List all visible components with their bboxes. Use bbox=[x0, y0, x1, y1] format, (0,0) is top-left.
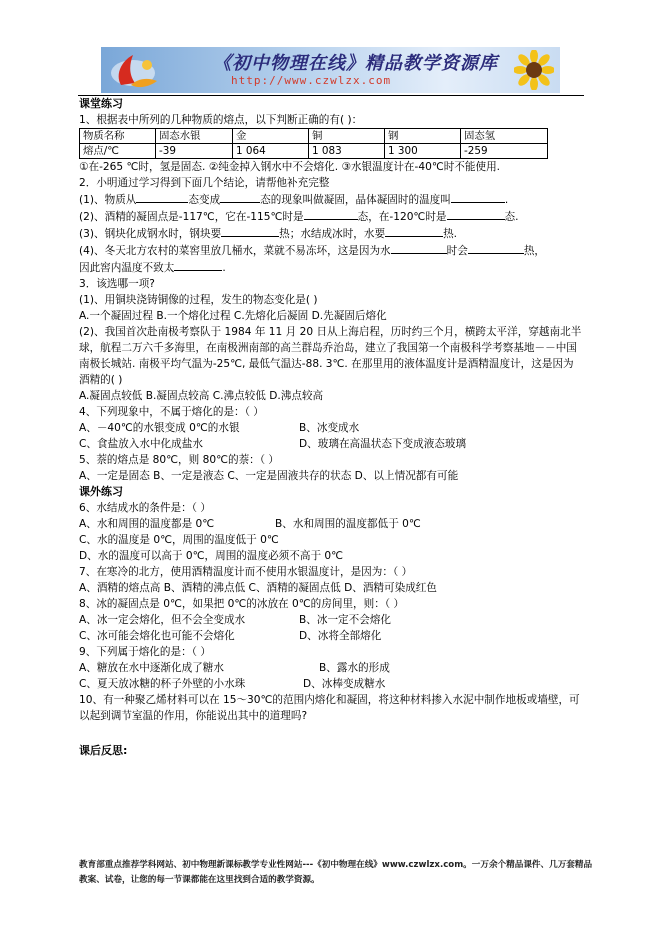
q9-options-row1 bbox=[79, 660, 584, 676]
table-cell: 固态氢 bbox=[461, 129, 548, 144]
q2-text: (3)、钢块化成钢水时，钢块要 bbox=[79, 228, 222, 240]
option-a: A、冰一定会熔化，但不会全变成水 bbox=[79, 614, 246, 626]
answer-blank[interactable] bbox=[391, 242, 447, 254]
option-d: D、冰棒变成糖水 bbox=[303, 678, 386, 690]
q2-text: 态变成 bbox=[188, 194, 221, 206]
section-title-classroom: 课堂练习 bbox=[79, 97, 123, 110]
q2-text: 热；水结成冰时，水要 bbox=[279, 228, 386, 240]
worksheet bbox=[79, 96, 584, 759]
option-c: C、食盐放入水中化成盐水 bbox=[79, 438, 203, 450]
answer-blank[interactable] bbox=[174, 259, 222, 271]
answer-blank[interactable] bbox=[136, 191, 188, 203]
q8-options-row2 bbox=[79, 628, 584, 644]
table-cell: 熔点/℃ bbox=[80, 144, 156, 159]
q2-text: (4)、冬天北方农村的菜窖里放几桶水，菜就不易冻坏，这是因为水 bbox=[79, 245, 391, 257]
option-b: B、水和周围的温度都低于 0℃ bbox=[275, 518, 421, 530]
q2-prompt: 2．小明通过学习得到下面几个结论，请帮他补充完整 bbox=[79, 177, 330, 189]
section-title-after-class: 课外练习 bbox=[79, 485, 123, 498]
table-cell: 1 083 bbox=[309, 144, 385, 159]
q4-options-row1 bbox=[79, 420, 584, 436]
table-row bbox=[80, 129, 548, 144]
table-cell: 1 064 bbox=[233, 144, 309, 159]
option-a: A、糖放在水中逐渐化成了糖水 bbox=[79, 662, 224, 674]
q9-prompt: 9、下列属于熔化的是：（ ） bbox=[79, 646, 211, 658]
q6-prompt: 6、水结成水的条件是：（ ） bbox=[79, 502, 211, 514]
q1-options: ①在-265 ℃时，氢是固态. ②纯金掉入钢水中不会熔化. ③水银温度计在-40℃时不能使用. bbox=[79, 161, 501, 173]
q5-prompt: 5、萘的熔点是 80℃，则 80℃的萘：（ ） bbox=[79, 454, 280, 466]
banner-url[interactable]: http://www.czwlzx.com bbox=[231, 74, 392, 87]
header-banner bbox=[101, 47, 560, 93]
table-row bbox=[80, 144, 548, 159]
q5-options: A、一定是固态 B、一定是液态 C、一定是固液共存的状态 D、以上情况都有可能 bbox=[79, 470, 459, 482]
answer-blank[interactable] bbox=[304, 208, 358, 220]
q2-text: (2)、酒精的凝固点是-117℃，它在-115℃时是 bbox=[79, 211, 304, 223]
section-title-reflection: 课后反思: bbox=[79, 744, 128, 757]
table-cell: 物质名称 bbox=[80, 129, 156, 144]
sunflower-icon bbox=[514, 50, 554, 90]
q2-text: 因此窖内温度不致太 bbox=[79, 262, 175, 274]
option-b: B、冰一定不会熔化 bbox=[299, 614, 392, 626]
q3-sub1: (1)、用铜块浇铸铜像的过程，发生的物态变化是( ) bbox=[79, 294, 318, 306]
answer-blank[interactable] bbox=[221, 225, 279, 237]
option-c: C、水的温度是 0℃，周围的温度低于 0℃ bbox=[79, 534, 279, 546]
q2-text: 热， bbox=[523, 245, 546, 257]
option-a: A、－40℃的水银变成 0℃的水银 bbox=[79, 422, 240, 434]
q2-text: 态的现象叫做凝固，晶体凝固时的温度叫 bbox=[260, 194, 451, 206]
option-d: D、水的温度可以高于 0℃，周围的温度必须不高于 0℃ bbox=[79, 550, 344, 562]
table-cell: -39 bbox=[156, 144, 233, 159]
option-d: D、玻璃在高温状态下变成液态玻璃 bbox=[299, 438, 467, 450]
table-cell: 钢 bbox=[385, 129, 461, 144]
answer-blank[interactable] bbox=[385, 225, 443, 237]
q4-prompt: 4、下列现象中，不属于熔化的是：（ ） bbox=[79, 406, 264, 418]
banner-title: 《初中物理在线》精品教学资源库 bbox=[213, 53, 498, 74]
option-c: C、夏天放冰糖的杯子外壁的小水珠 bbox=[79, 678, 246, 690]
q6-options-row1 bbox=[79, 516, 584, 532]
q2-text: . bbox=[222, 262, 226, 274]
melting-point-table bbox=[79, 128, 548, 159]
table-cell: 1 300 bbox=[385, 144, 461, 159]
q2-line-3 bbox=[79, 225, 584, 242]
table-cell: 固态水银 bbox=[156, 129, 233, 144]
q2-line-1 bbox=[79, 191, 584, 208]
answer-blank[interactable] bbox=[451, 191, 505, 203]
option-a: A、水和周围的温度都是 0℃ bbox=[79, 518, 215, 530]
q2-text: 态，在-120℃时是 bbox=[357, 211, 447, 223]
q3-prompt: 3．该选哪一项? bbox=[79, 278, 155, 290]
q2-text: (1)、物质从 bbox=[79, 194, 137, 206]
q2-text: 热. bbox=[443, 228, 458, 240]
option-c: C、冰可能会熔化也可能不会熔化 bbox=[79, 630, 235, 642]
q8-options-row1 bbox=[79, 612, 584, 628]
option-b: B、露水的形成 bbox=[319, 662, 390, 674]
q2-line-5 bbox=[79, 259, 584, 276]
table-cell: 铜 bbox=[309, 129, 385, 144]
q3-sub1-options: A.一个凝固过程 B.一个熔化过程 C.先熔化后凝固 D.先凝固后熔化 bbox=[79, 310, 387, 322]
option-b: B、冰变成水 bbox=[299, 422, 360, 434]
table-cell: -259 bbox=[461, 144, 548, 159]
table-cell: 金 bbox=[233, 129, 309, 144]
q2-line-4 bbox=[79, 242, 584, 259]
site-logo-icon bbox=[107, 51, 163, 89]
q7-options: A、酒精的熔点高 B、酒精的沸点低 C、酒精的凝固点低 D、酒精可染成红色 bbox=[79, 582, 437, 594]
q1-prompt: 1、根据表中所列的几种物质的熔点，以下判断正确的有( )： bbox=[79, 114, 363, 126]
option-d: D、冰将全部熔化 bbox=[299, 630, 382, 642]
q7-prompt: 7、在寒冷的北方，使用酒精温度计而不使用水银温度计，是因为：（ ） bbox=[79, 566, 413, 578]
answer-blank[interactable] bbox=[468, 242, 524, 254]
q10-prompt: 10、有一种聚乙烯材料可以在 15～30℃的范围内熔化和凝固，将这种材料掺入水泥中制作地板或墙壁，可以起到调节室温的作用，你能说出其中的道理吗? bbox=[79, 694, 580, 722]
q3-sub2: (2)、我国首次赴南极考察队于 1984 年 11 月 20 日从上海启程，历时约三个月，横跨太平洋，穿越南北半球，航程二万六千多海里，在南极洲南部的高兰群岛乔治岛，建立了我国第一个南极科学考察基地－－中国南极长城站. 南极平均气温为-25℃, 最低气温达-88. 3℃. 在那里用的液体温度计是酒精温度计，这是因为酒精的( ) bbox=[79, 326, 582, 386]
q2-text: 态. bbox=[504, 211, 519, 223]
q2-text: 时会 bbox=[446, 245, 468, 257]
q3-sub2-options: A.凝固点较低 B.凝固点较高 C.沸点较低 D.沸点较高 bbox=[79, 390, 324, 402]
q2-text: . bbox=[504, 194, 509, 206]
q8-prompt: 8、冰的凝固点是 0℃，如果把 0℃的冰放在 0℃的房间里，则：（ ） bbox=[79, 598, 405, 610]
answer-blank[interactable] bbox=[447, 208, 505, 220]
page-footer: 教育部重点推荐学科网站、初中物理新课标教学专业性网站---《初中物理在线》www.czwlzx.com。一万余个精品课件、几万套精品教案、试卷，让您的每一节课都能在这里找到合适的教学资源。 bbox=[79, 860, 593, 885]
answer-blank[interactable] bbox=[220, 191, 260, 203]
q2-line-2 bbox=[79, 208, 584, 225]
q4-options-row2 bbox=[79, 436, 584, 452]
q9-options-row2 bbox=[79, 676, 584, 692]
